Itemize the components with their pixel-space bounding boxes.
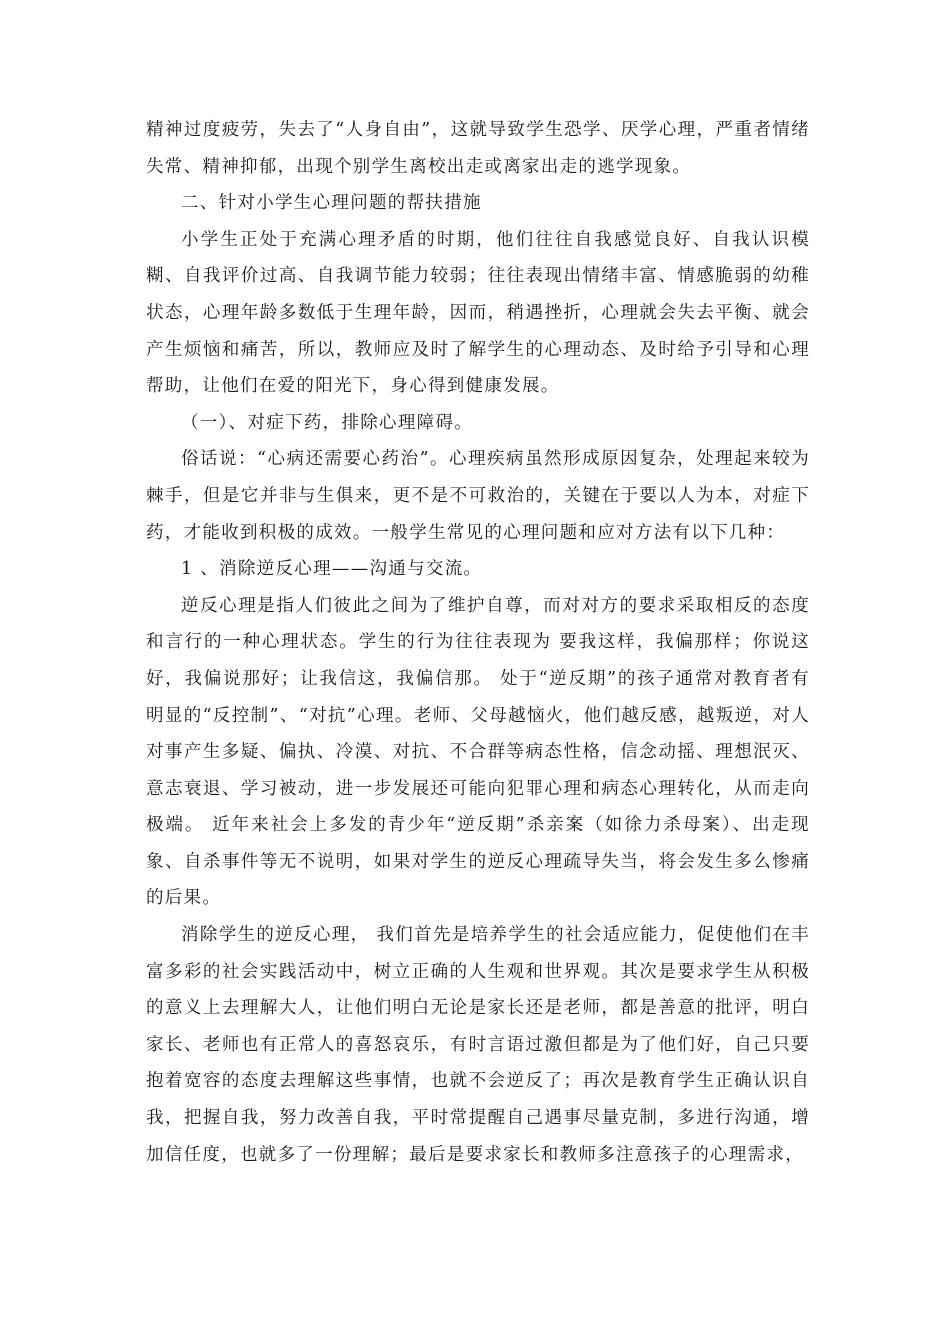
paragraph-intro: 小学生正处于充满心理矛盾的时期，他们往往自我感觉良好、自我认识模糊、自我评价过高、自我调节能力较弱；往往表现出情绪丰富、情感脆弱的幼稚状态，心理年龄多数低于生理年龄，因而，稍遇挫折，心理就会失去平衡、就会产生烦恼和痛苦，所以，教师应及时了解学生的心理动态、及时给予引导和心理帮助，让他们在爱的阳光下，身心得到健康发展。 — [146, 229, 810, 397]
section-heading-assistance-measures: 二、针对小学生心理问题的帮扶措施 — [181, 193, 482, 214]
subsection-heading-remedy: （一）、对症下药，排除心理障碍。 — [181, 412, 474, 433]
paragraph-eliminate-rebellion: 消除学生的逆反心理， 我们首先是培养学生的社会适应能力，促使他们在丰富多彩的社会实践活动中，树立正确的人生观和世界观。其次是要求学生从积极的意义上去理解大人，让他们明白无论是家长还是老师，都是善意的批评，明白家长、老师也有正常人的喜怒哀乐，有时言语过激但都是为了他们好，自己只要抱着宽容的态度去理解这些事情，也就不会逆反了；再次是教育学生正确认识自我，把握自我，努力改善自我，平时常提醒自己遇事尽量克制，多进行沟通，增加信任度，也就多了一份理解；最后是要求家长和教师多注意孩子的心理需求， — [146, 925, 810, 1165]
paragraph-rebellious-definition: 逆反心理是指人们彼此之间为了维护自尊，而对对方的要求采取相反的态度和言行的一种心理状态。学生的行为往往表现为 要我这样，我偏那样；你说这好，我偏说那好；让我信这，我偏信那。 处于“逆反期”的孩子通常对教育者有明显的“反控制”、“对抗”心理。老师、父母越恼火，他们越反感，越叛逆，对人对事产生多疑、偏执、冷漠、对抗、不合群等病态性格，信念动摇、理想泯灭、意志衰退、学习被动，进一步发展还可能向犯罪心理和病态心理转化，从而走向极端。 近年来社会上多发的青少年“逆反期”杀亲案（如徐力杀母案）、出走现象、自杀事件等无不说明，如果对学生的逆反心理疏导失当，将会发生多么惨痛的后果。 — [146, 595, 810, 909]
document-body — [146, 112, 810, 1173]
paragraph-continuation: 精神过度疲劳，失去了“人身自由”，这就导致学生恐学、厌学心理，严重者情绪失常、精神抑郁，出现个别学生离校出走或离家出走的逃学现象。 — [146, 120, 810, 177]
item-heading-rebellious-psychology: 1 、消除逆反心理——沟通与交流。 — [181, 559, 483, 580]
paragraph-proverb: 俗话说：“心病还需要心药治”。心理疾病虽然形成原因复杂，处理起来较为棘手，但是它并非与生俱来，更不是不可救治的，关键在于要以人为本，对症下药，才能收到积极的成效。一般学生常见的心理问题和应对方法有以下几种： — [146, 449, 810, 543]
